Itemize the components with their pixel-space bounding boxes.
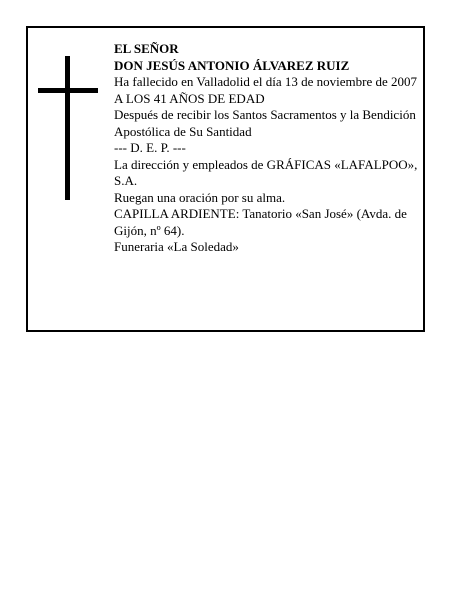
sacraments-statement: Después de recibir los Santos Sacramentos y la Bendición Apostólica de Su Santidad xyxy=(114,107,416,139)
death-statement: Ha fallecido en Valladolid el día 13 de noviembre de 2007 xyxy=(114,74,417,89)
chapel-info: CAPILLA ARDIENTE: Tanatorio «San José» (Avda. de Gijón, nº 64). xyxy=(114,206,407,238)
obituary-notice xyxy=(26,26,425,332)
prayer-request: Ruegan una oración por su alma. xyxy=(114,189,286,205)
cross-icon xyxy=(38,56,98,200)
notice-text xyxy=(114,41,434,256)
deceased-title: EL SEÑOR xyxy=(114,41,179,56)
cross-vertical-bar xyxy=(65,56,70,200)
funeral-home: Funeraria «La Soledad» xyxy=(114,239,239,254)
age-statement: A LOS 41 AÑOS DE EDAD xyxy=(114,90,265,106)
company-statement: La dirección y empleados de GRÁFICAS «LAFALPOO», S.A. xyxy=(114,156,418,188)
cross-horizontal-bar xyxy=(38,88,98,93)
rest-in-peace: --- D. E. P. --- xyxy=(114,140,186,155)
deceased-name: DON JESÚS ANTONIO ÁLVAREZ RUIZ xyxy=(114,57,350,73)
